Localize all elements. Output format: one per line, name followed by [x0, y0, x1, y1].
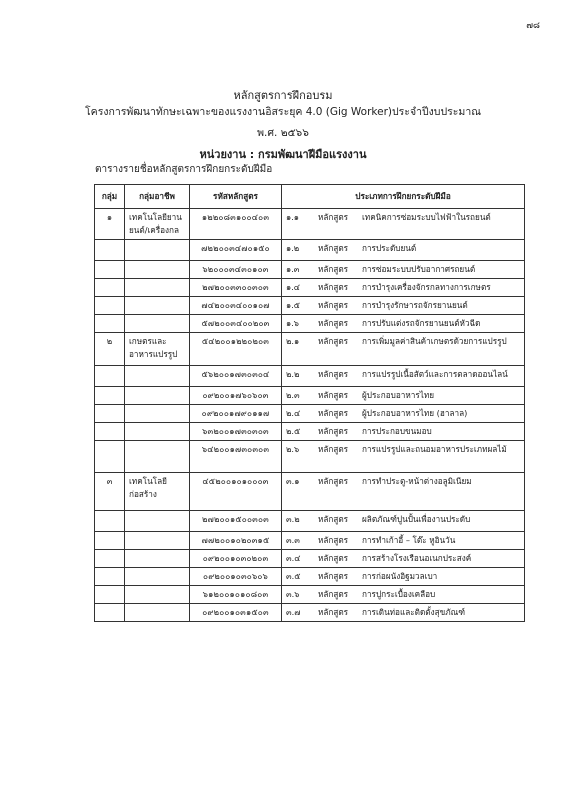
- project-title: โครงการพัฒนาทักษะเฉพาะของแรงงานอิสระยุค 4.0 (Gig Worker)ประจำปีงบประมาณ: [85, 106, 481, 118]
- course-item-number: ๑.๓: [286, 264, 300, 274]
- course-code-cell: ๗๒๒๐๐๓๔๗๐๑๕๐: [190, 240, 282, 261]
- course-item-number: ๑.๖: [286, 318, 299, 328]
- course-type-cell: [282, 441, 525, 473]
- table-row: [95, 473, 525, 511]
- course-item-number: ๒.๕: [286, 426, 301, 436]
- table-row: [95, 297, 525, 315]
- table-row: [95, 387, 525, 405]
- page-number: ๗๘: [526, 21, 540, 31]
- course-title: ผลิตภัณฑ์ปูนปั้นเพื่องานประดับ: [362, 514, 471, 524]
- course-item-number: ๓.๒: [286, 514, 300, 524]
- course-title: การเพิ่มมูลค่าสินค้าเกษตรด้วยการแปรรูป: [362, 336, 507, 346]
- header-course-code: รหัสหลักสูตร: [190, 185, 282, 209]
- course-type-cell: [282, 387, 525, 405]
- table-row: [95, 333, 525, 366]
- occupation-cell: [125, 604, 190, 622]
- occupation-cell: [125, 261, 190, 279]
- course-label: หลักสูตร: [318, 476, 349, 486]
- header-course-type: ประเภทการฝึกยกระดับฝีมือ: [282, 185, 525, 209]
- course-item-number: ๓.๕: [286, 571, 301, 581]
- group-number-cell: [95, 366, 125, 387]
- course-code-cell: ๕๖๒๐๐๑๗๓๐๓๐๔: [190, 366, 282, 387]
- table-row: [95, 209, 525, 240]
- course-item-number: ๓.๓: [286, 535, 300, 545]
- course-code-cell: ๖๒๐๐๐๓๔๓๐๑๐๓: [190, 261, 282, 279]
- course-label: หลักสูตร: [318, 444, 349, 454]
- course-type-cell: [282, 511, 525, 532]
- course-code-cell: ๐๙๒๐๐๑๗๙๐๑๑๗: [190, 405, 282, 423]
- course-label: หลักสูตร: [318, 264, 349, 274]
- occupation-cell: [125, 586, 190, 604]
- occupation-cell: เกษตรและอาหารแปรรูป: [125, 333, 190, 366]
- table-row: [95, 405, 525, 423]
- course-label: หลักสูตร: [318, 607, 349, 617]
- course-item-number: ๒.๓: [286, 390, 300, 400]
- group-number-cell: [95, 532, 125, 550]
- course-label: หลักสูตร: [318, 589, 349, 599]
- table-row: [95, 366, 525, 387]
- course-item-number: ๑.๒: [286, 243, 300, 253]
- course-code-cell: ๒๗๒๐๐๓๓๐๐๓๐๓: [190, 279, 282, 297]
- course-code-cell: ๖๔๒๐๐๑๗๓๐๓๐๓: [190, 441, 282, 473]
- course-code-cell: ๕๔๒๐๐๑๒๒๐๒๐๓: [190, 333, 282, 366]
- course-type-cell: [282, 550, 525, 568]
- course-item-number: ๑.๕: [286, 300, 300, 310]
- group-number-cell: [95, 297, 125, 315]
- course-title: การปูกระเบื้องเคลือบ: [362, 589, 436, 599]
- table-row: [95, 604, 525, 622]
- course-title: การซ่อมระบบปรับอากาศรถยนต์: [362, 264, 476, 274]
- header-occupation: กลุ่มอาชีพ: [125, 185, 190, 209]
- occupation-cell: [125, 441, 190, 473]
- course-type-cell: [282, 473, 525, 511]
- group-number-cell: ๑: [95, 209, 125, 240]
- course-label: หลักสูตร: [318, 282, 349, 292]
- occupation-cell: [125, 568, 190, 586]
- course-label: หลักสูตร: [318, 336, 349, 346]
- course-code-cell: ๗๗๒๐๐๑๐๒๐๓๑๕: [190, 532, 282, 550]
- course-type-cell: [282, 405, 525, 423]
- table-row: [95, 532, 525, 550]
- course-code-cell: ๐๙๒๐๐๑๗๖๐๖๐๓: [190, 387, 282, 405]
- course-title: การเดินท่อและติดตั้งสุขภัณฑ์: [362, 607, 466, 617]
- course-type-cell: [282, 240, 525, 261]
- course-label: หลักสูตร: [318, 535, 349, 545]
- table-header-row: [95, 185, 525, 209]
- group-number-cell: [95, 279, 125, 297]
- occupation-cell: [125, 423, 190, 441]
- course-title: เทคนิคการซ่อมระบบไฟฟ้าในรถยนต์: [362, 212, 491, 222]
- course-label: หลักสูตร: [318, 408, 349, 418]
- occupation-cell: [125, 366, 190, 387]
- course-label: หลักสูตร: [318, 300, 349, 310]
- course-title: การบำรุงรักษารถจักรยานยนต์: [362, 300, 468, 310]
- occupation-cell: [125, 240, 190, 261]
- course-label: หลักสูตร: [318, 243, 349, 253]
- course-label: หลักสูตร: [318, 390, 349, 400]
- group-number-cell: [95, 586, 125, 604]
- table-row: [95, 423, 525, 441]
- occupation-cell: [125, 297, 190, 315]
- course-code-cell: ๐๙๒๐๐๑๐๓๐๒๐๓: [190, 550, 282, 568]
- table-row: [95, 240, 525, 261]
- group-number-cell: ๓: [95, 473, 125, 511]
- course-title: ผู้ประกอบอาหารไทย: [362, 390, 435, 400]
- occupation-cell: เทคโนโลยียานยนต์/เครื่องกล: [125, 209, 190, 240]
- course-title: การแปรรูปเนื้อสัตว์และการตลาดออนไลน์: [362, 369, 508, 379]
- group-number-cell: ๒: [95, 333, 125, 366]
- course-type-cell: [282, 568, 525, 586]
- course-label: หลักสูตร: [318, 318, 349, 328]
- course-table: [94, 184, 525, 622]
- table-caption: ตารางรายชื่อหลักสูตรการฝึกยกระดับฝีมือ: [95, 164, 273, 175]
- occupation-cell: [125, 405, 190, 423]
- group-number-cell: [95, 261, 125, 279]
- table-row: [95, 568, 525, 586]
- table-row: [95, 315, 525, 333]
- course-item-number: ๒.๔: [286, 408, 301, 418]
- group-number-cell: [95, 240, 125, 261]
- table-row: [95, 550, 525, 568]
- course-code-cell: ๖๑๒๐๐๑๐๑๐๘๐๓: [190, 586, 282, 604]
- table-row: [95, 586, 525, 604]
- course-title: การก่อผนังอิฐมวลเบา: [362, 571, 438, 581]
- group-number-cell: [95, 550, 125, 568]
- course-type-cell: [282, 423, 525, 441]
- course-type-cell: [282, 209, 525, 240]
- table-row: [95, 511, 525, 532]
- course-label: หลักสูตร: [318, 553, 349, 563]
- occupation-cell: เทคโนโลยีก่อสร้าง: [125, 473, 190, 511]
- course-title: ผู้ประกอบอาหารไทย (ฮาลาล): [362, 408, 468, 418]
- course-code-cell: ๔๕๒๐๐๑๐๑๐๐๐๓: [190, 473, 282, 511]
- course-type-cell: [282, 297, 525, 315]
- course-title: การทำเก้าอี้ – โต๊ะ หูอินวัน: [362, 535, 456, 545]
- course-item-number: ๓.๑: [286, 476, 300, 486]
- group-number-cell: [95, 604, 125, 622]
- group-number-cell: [95, 441, 125, 473]
- course-type-cell: [282, 279, 525, 297]
- course-item-number: ๒.๖: [286, 444, 300, 454]
- course-title: การประดับยนต์: [362, 243, 417, 253]
- header-group: กลุ่ม: [95, 185, 125, 209]
- course-item-number: ๑.๑: [286, 212, 299, 222]
- course-code-cell: ๑๒๒๐๘๓๑๐๐๔๐๓: [190, 209, 282, 240]
- course-label: หลักสูตร: [318, 571, 349, 581]
- course-type-cell: [282, 586, 525, 604]
- course-title: การสร้างโรงเรือนอเนกประสงค์: [362, 553, 472, 563]
- doc-title: หลักสูตรการฝึกอบรม: [233, 89, 333, 102]
- table-row: [95, 441, 525, 473]
- course-code-cell: ๕๗๒๐๐๓๔๐๐๒๐๓: [190, 315, 282, 333]
- group-number-cell: [95, 423, 125, 441]
- course-title: การแปรรูปและถนอมอาหารประเภทผลไม้: [362, 444, 507, 454]
- course-item-number: ๑.๔: [286, 282, 300, 292]
- occupation-cell: [125, 279, 190, 297]
- course-code-cell: ๐๙๒๐๐๑๐๓๑๕๐๓: [190, 604, 282, 622]
- course-type-cell: [282, 366, 525, 387]
- course-code-cell: ๖๓๒๐๐๑๗๓๐๓๐๓: [190, 423, 282, 441]
- course-code-cell: ๗๔๒๐๐๓๔๐๐๑๐๗: [190, 297, 282, 315]
- course-type-cell: [282, 333, 525, 366]
- course-code-cell: ๒๗๒๐๐๑๕๐๐๓๐๓: [190, 511, 282, 532]
- group-number-cell: [95, 315, 125, 333]
- course-title: การประกอบขนมอบ: [362, 426, 432, 436]
- course-type-cell: [282, 604, 525, 622]
- course-title: การทำประตู-หน้าต่างอลูมิเนียม: [362, 476, 472, 486]
- table-row: [95, 261, 525, 279]
- table-row: [95, 279, 525, 297]
- course-label: หลักสูตร: [318, 212, 349, 222]
- course-item-number: ๓.๔: [286, 553, 301, 563]
- group-number-cell: [95, 568, 125, 586]
- course-type-cell: [282, 315, 525, 333]
- course-type-cell: [282, 532, 525, 550]
- course-label: หลักสูตร: [318, 426, 349, 436]
- group-number-cell: [95, 511, 125, 532]
- occupation-cell: [125, 550, 190, 568]
- course-title: การบำรุงเครื่องจักรกลทางการเกษตร: [362, 282, 491, 292]
- occupation-cell: [125, 387, 190, 405]
- course-item-number: ๓.๗: [286, 607, 301, 617]
- fiscal-year: พ.ศ. ๒๕๖๖: [257, 127, 309, 139]
- course-code-cell: ๐๙๒๐๐๑๐๓๐๖๐๖: [190, 568, 282, 586]
- occupation-cell: [125, 511, 190, 532]
- occupation-cell: [125, 315, 190, 333]
- course-item-number: ๒.๑: [286, 336, 300, 346]
- occupation-cell: [125, 532, 190, 550]
- group-number-cell: [95, 387, 125, 405]
- group-number-cell: [95, 405, 125, 423]
- course-type-cell: [282, 261, 525, 279]
- course-label: หลักสูตร: [318, 369, 349, 379]
- course-item-number: ๓.๖: [286, 589, 300, 599]
- course-label: หลักสูตร: [318, 514, 349, 524]
- agency-name: หน่วยงาน : กรมพัฒนาฝีมือแรงงาน: [199, 148, 367, 161]
- course-title: การปรับแต่งรถจักรยานยนต์หัวฉีด: [362, 318, 481, 328]
- course-item-number: ๒.๒: [286, 369, 300, 379]
